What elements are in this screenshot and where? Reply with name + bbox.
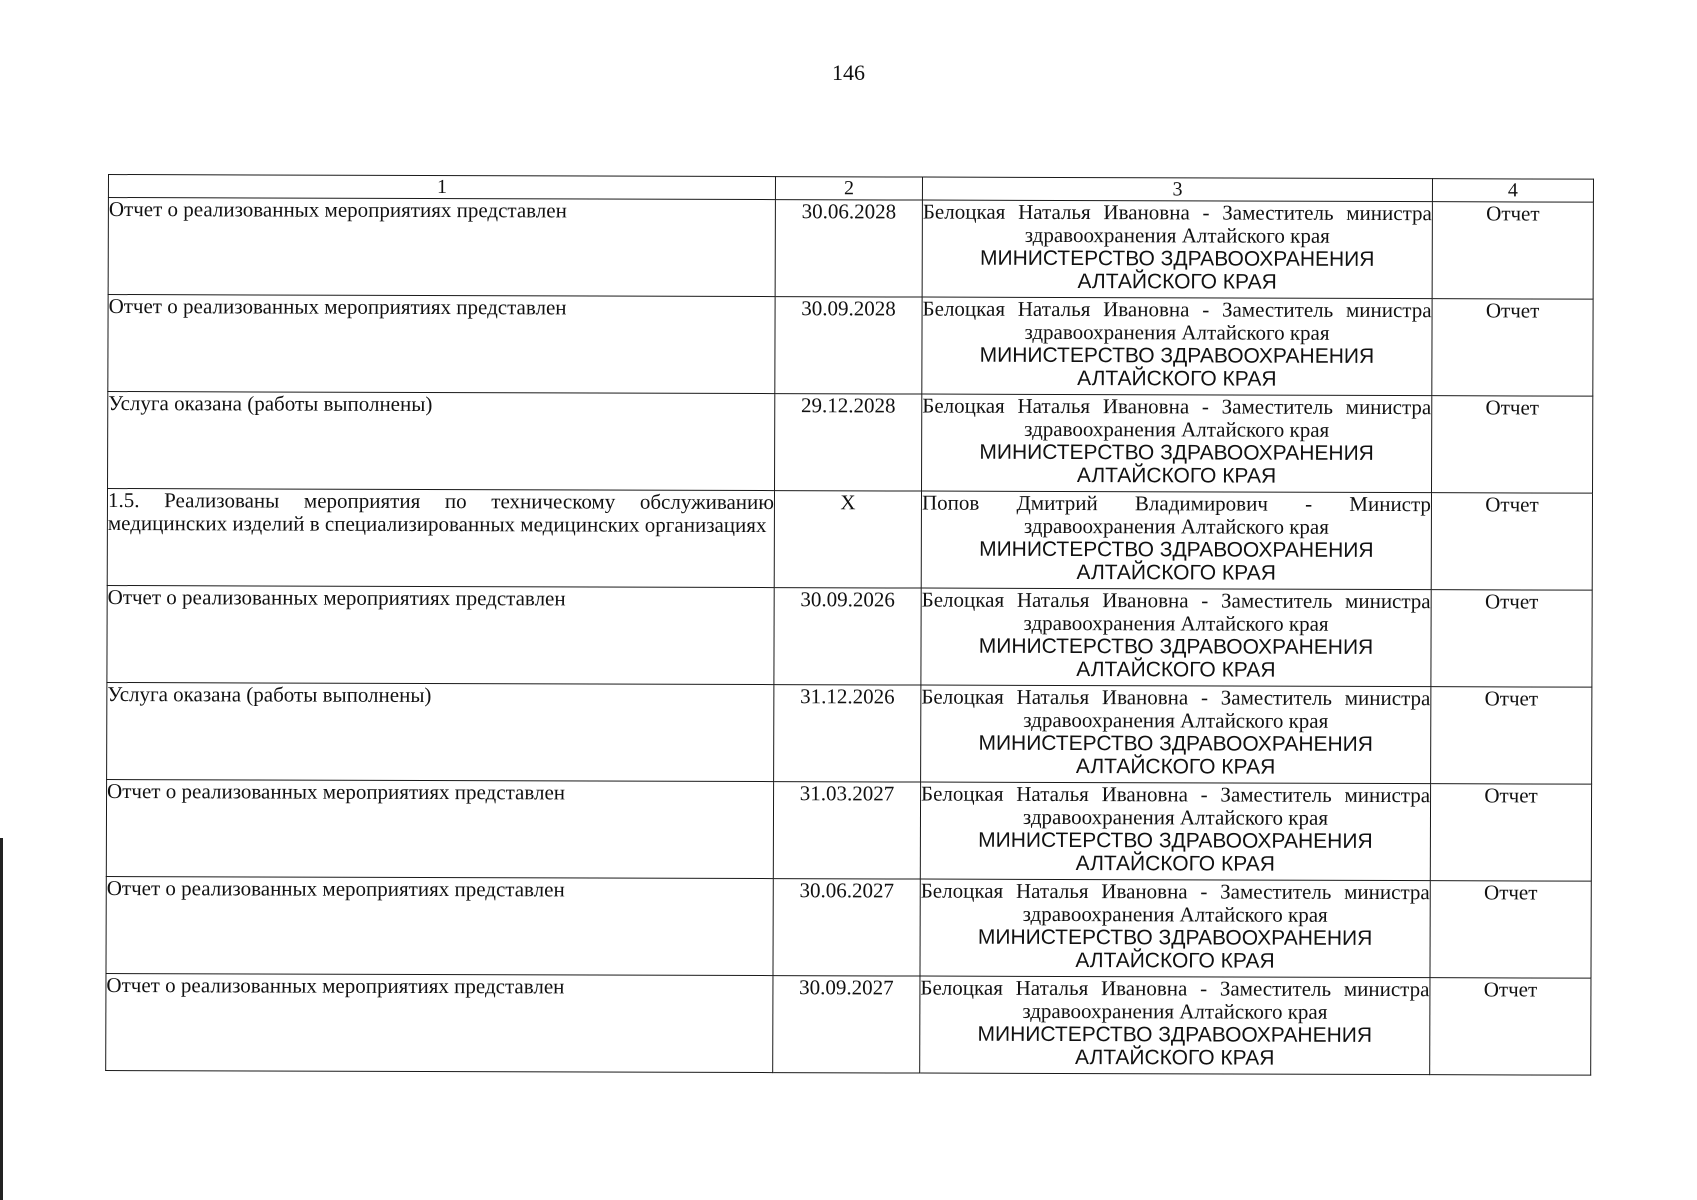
date-cell: 29.12.2028 xyxy=(775,394,922,491)
scan-edge-line xyxy=(0,838,3,1200)
event-cell: 1.5. Реализованы мероприятия по техническому обслуживанию медицинских изделий в специализированных медицинских организациях xyxy=(107,489,774,588)
table-row xyxy=(107,489,1592,591)
event-cell: Отчет о реализованных мероприятиях представлен xyxy=(107,585,774,684)
page-number: 146 xyxy=(832,60,865,85)
document-cell: Отчет xyxy=(1431,590,1592,688)
responsible-organization: МИНИСТЕРСТВО ЗДРАВООХРАНЕНИЯ АЛТАЙСКОГО КРАЯ xyxy=(979,537,1374,585)
responsible-person: Попов Дмитрий Владимирович - Министр здравоохранения Алтайского края xyxy=(921,490,1432,539)
date-cell: 30.06.2028 xyxy=(775,200,922,297)
column-header-4: 4 xyxy=(1432,179,1593,203)
table-body xyxy=(106,198,1594,1076)
document-cell: Отчет xyxy=(1432,202,1593,300)
responsible-organization: МИНИСТЕРСТВО ЗДРАВООХРАНЕНИЯ АЛТАЙСКОГО КРАЯ xyxy=(978,828,1373,876)
responsible-person: Белоцкая Наталья Ивановна - Заместитель министра здравоохранения Алтайского края xyxy=(920,878,1430,927)
date-cell: 30.09.2027 xyxy=(773,976,920,1073)
date-cell: 31.12.2026 xyxy=(774,685,921,782)
table-row xyxy=(107,682,1592,784)
responsible-cell xyxy=(920,782,1430,881)
responsible-organization: МИНИСТЕРСТВО ЗДРАВООХРАНЕНИЯ АЛТАЙСКОГО КРАЯ xyxy=(978,634,1374,682)
plan-table xyxy=(105,174,1594,1076)
responsible-organization: МИНИСТЕРСТВО ЗДРАВООХРАНЕНИЯ АЛТАЙСКОГО КРАЯ xyxy=(979,343,1375,391)
document-cell: Отчет xyxy=(1431,687,1592,785)
responsible-person: Белоцкая Наталья Ивановна - Заместитель министра здравоохранения Алтайского края xyxy=(920,975,1430,1024)
responsible-organization: МИНИСТЕРСТВО ЗДРАВООХРАНЕНИЯ АЛТАЙСКОГО КРАЯ xyxy=(977,925,1373,973)
responsible-organization: МИНИСТЕРСТВО ЗДРАВООХРАНЕНИЯ АЛТАЙСКОГО КРАЯ xyxy=(978,731,1373,779)
table-row xyxy=(108,392,1593,494)
date-cell: X xyxy=(774,491,921,588)
responsible-cell xyxy=(920,879,1430,978)
event-cell: Отчет о реализованных мероприятиях представлен xyxy=(106,779,773,878)
responsible-cell xyxy=(921,588,1431,687)
responsible-organization: МИНИСТЕРСТВО ЗДРАВООХРАНЕНИЯ АЛТАЙСКОГО КРАЯ xyxy=(979,246,1375,294)
responsible-cell xyxy=(921,685,1431,784)
document-cell: Отчет xyxy=(1430,784,1591,882)
table-row xyxy=(108,295,1593,397)
responsible-person: Белоцкая Наталья Ивановна - Заместитель министра здравоохранения Алтайского края xyxy=(922,296,1432,345)
table-row xyxy=(106,779,1591,881)
responsible-cell xyxy=(922,200,1432,299)
event-cell: Отчет о реализованных мероприятиях представлен xyxy=(108,198,775,297)
responsible-cell xyxy=(921,491,1431,590)
event-cell: Отчет о реализованных мероприятиях представлен xyxy=(108,295,775,394)
document-cell: Отчет xyxy=(1430,881,1591,979)
responsible-person: Белоцкая Наталья Ивановна - Заместитель министра здравоохранения Алтайского края xyxy=(922,393,1432,442)
date-cell: 30.06.2027 xyxy=(773,879,920,976)
responsible-organization: МИНИСТЕРСТВО ЗДРАВООХРАНЕНИЯ АЛТАЙСКОГО КРАЯ xyxy=(977,1022,1373,1070)
responsible-cell xyxy=(920,976,1430,1075)
date-cell: 31.03.2027 xyxy=(773,782,920,879)
table-row xyxy=(106,876,1591,978)
event-cell: Услуга оказана (работы выполнены) xyxy=(108,392,775,491)
document-cell: Отчет xyxy=(1432,299,1593,397)
event-cell: Отчет о реализованных мероприятиях представлен xyxy=(106,973,773,1072)
responsible-person: Белоцкая Наталья Ивановна - Заместитель министра здравоохранения Алтайского края xyxy=(922,199,1432,248)
responsible-person: Белоцкая Наталья Ивановна - Заместитель министра здравоохранения Алтайского края xyxy=(921,781,1431,830)
table-row xyxy=(108,198,1593,300)
document-cell: Отчет xyxy=(1431,493,1592,591)
column-header-3: 3 xyxy=(922,177,1432,202)
date-cell: 30.09.2026 xyxy=(774,588,921,685)
responsible-organization: МИНИСТЕРСТВО ЗДРАВООХРАНЕНИЯ АЛТАЙСКОГО КРАЯ xyxy=(979,440,1374,488)
responsible-person: Белоцкая Наталья Ивановна - Заместитель министра здравоохранения Алтайского края xyxy=(921,587,1431,636)
document-cell: Отчет xyxy=(1432,396,1593,494)
event-cell: Услуга оказана (работы выполнены) xyxy=(107,682,774,781)
column-header-2: 2 xyxy=(775,177,922,200)
responsible-cell xyxy=(922,297,1432,396)
responsible-person: Белоцкая Наталья Ивановна - Заместитель министра здравоохранения Алтайского края xyxy=(921,684,1431,733)
table-row xyxy=(106,973,1591,1075)
event-cell: Отчет о реализованных мероприятиях представлен xyxy=(106,876,773,975)
column-header-1: 1 xyxy=(108,175,775,200)
responsible-cell xyxy=(922,394,1432,493)
date-cell: 30.09.2028 xyxy=(775,297,922,394)
document-cell: Отчет xyxy=(1430,978,1591,1076)
table-row xyxy=(107,585,1592,687)
